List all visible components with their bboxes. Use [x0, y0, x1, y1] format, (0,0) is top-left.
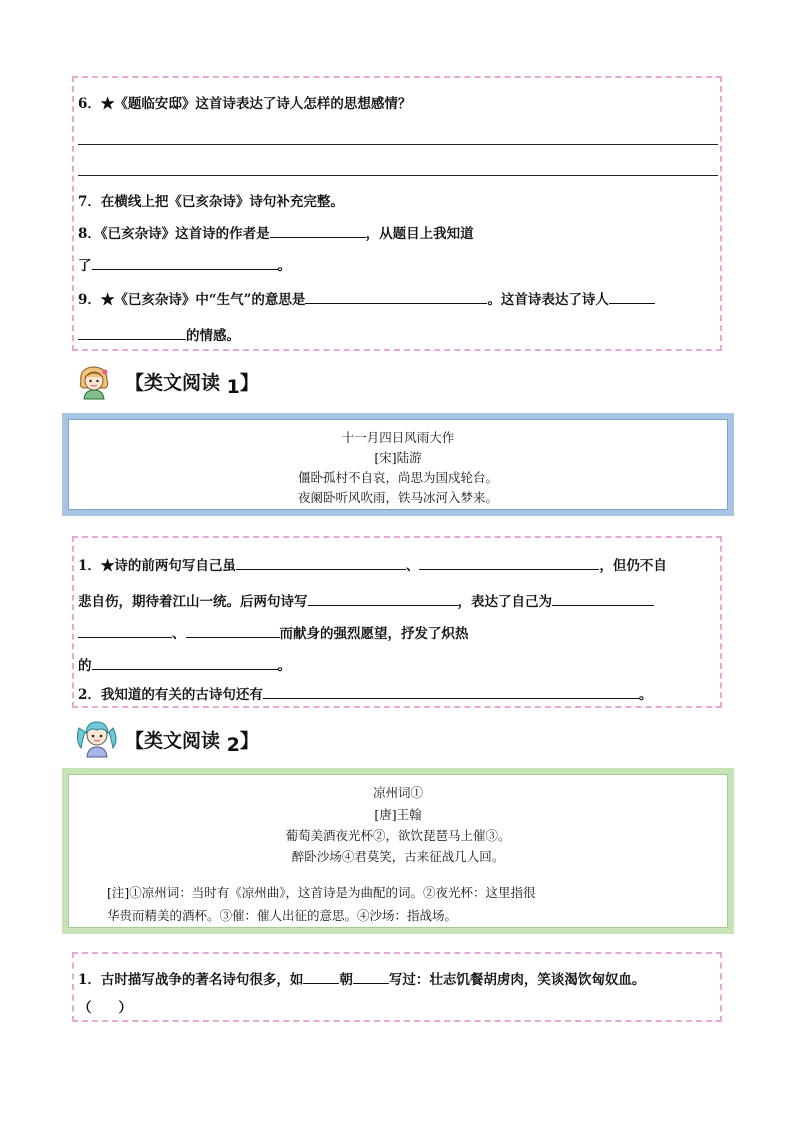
- question-box-2: [72, 536, 722, 708]
- blank-1a[interactable]: [236, 557, 406, 570]
- blank-title-meaning[interactable]: [92, 257, 278, 270]
- poem-2-note-2: 华贵而精美的酒杯。③催：催人出征的意思。④沙场：指战场。: [107, 908, 458, 923]
- blank-1d[interactable]: [552, 593, 654, 606]
- blank-1g[interactable]: [92, 657, 278, 670]
- poem-2-note-1: [注]①凉州词：当时有《凉州曲》，这首诗是为曲配的词。②夜光杯：这里指很: [107, 885, 536, 900]
- question-box-3: [72, 952, 722, 1022]
- answer-parens[interactable]: （ ）: [78, 1000, 132, 1016]
- girl-pigtails-avatar-icon: [75, 718, 119, 758]
- question-2-1-line3: 、 而献身的强烈愿望，抒发了炽热: [78, 622, 469, 642]
- blank-dynasty[interactable]: [303, 971, 339, 984]
- poem-frame-2: [62, 768, 734, 934]
- section-title-1: 【类文阅读 1】: [125, 372, 259, 398]
- answer-line-2[interactable]: [78, 175, 718, 176]
- blank-1b[interactable]: [419, 557, 599, 570]
- blank-1f[interactable]: [186, 625, 280, 638]
- blank-1c[interactable]: [308, 593, 458, 606]
- blank-poet[interactable]: [353, 971, 389, 984]
- question-8: 8．《已亥杂诗》这首诗的作者是 ，从题目上我知道: [78, 226, 474, 242]
- question-9: 9．★《已亥杂诗》中“生气”的意思是 。这首诗表达了诗人: [78, 288, 655, 308]
- poem-2-author: [唐]王翰: [374, 807, 422, 822]
- poem-1-line-2: 夜阑卧听风吹雨，铁马冰河入梦来。: [297, 490, 498, 505]
- question-3-1: 1．古时描写战争的著名诗句很多，如 朝 写过：壮志饥餐胡虏肉，笑谈渴饮匈奴血。: [78, 972, 646, 988]
- question-9-cont: 的情感。: [78, 324, 240, 344]
- blank-author[interactable]: [270, 225, 366, 238]
- girl-avatar-icon: [75, 364, 115, 400]
- blank-2[interactable]: [263, 686, 639, 699]
- poem-1-title: 十一月四日风雨大作: [341, 430, 455, 445]
- question-2-2: 2．我知道的有关的古诗句还有 。: [78, 687, 653, 703]
- blank-1e[interactable]: [78, 625, 172, 638]
- question-2-1-line4: 的 。: [78, 658, 291, 674]
- question-2-1-line2: 悲自伤，期待着江山一统。后两句诗写 ，表达了自己为: [78, 590, 654, 610]
- poem-1-line-1: 僵卧孤村不自哀，尚思为国戍轮台。: [297, 470, 498, 485]
- question-6: 6．★《题临安邸》这首诗表达了诗人怎样的思想感情？: [78, 96, 412, 112]
- poem-2-line-1: 葡萄美酒夜光杯②，欲饮琵琶马上催③。: [285, 828, 511, 843]
- poem-2-title: 凉州词①: [372, 785, 423, 800]
- question-box-1: [72, 76, 722, 351]
- question-7: 7．在横线上把《已亥杂诗》诗句补充完整。: [78, 194, 344, 210]
- poem-2-line-2: 醉卧沙场④君莫笑，古来征战几人回。: [291, 849, 505, 864]
- question-8-cont: 了 。: [78, 258, 291, 274]
- blank-shengqi[interactable]: [305, 291, 487, 304]
- answer-line-1[interactable]: [78, 144, 718, 145]
- section-title-2: 【类文阅读 2】: [125, 730, 259, 756]
- blank-poet-feeling-2[interactable]: [78, 327, 186, 340]
- blank-poet-feeling-1[interactable]: [609, 291, 655, 304]
- poem-frame-1: [62, 413, 734, 516]
- poem-1-author: [宋]陆游: [374, 450, 422, 465]
- question-2-1: 1．★诗的前两句写自己虽 、 ，但仍不自: [78, 558, 667, 574]
